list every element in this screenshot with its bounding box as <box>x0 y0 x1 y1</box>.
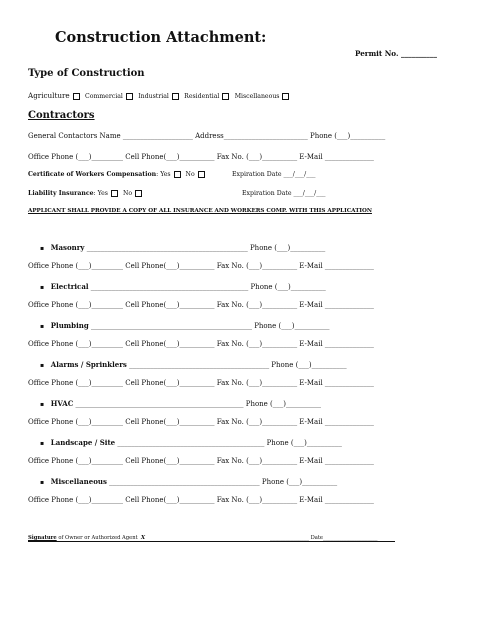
trade-row <box>40 477 337 486</box>
trade-name-phone-field[interactable]: ________________________________________ Phone (___)__________ <box>129 361 347 369</box>
construction-type-options <box>28 91 292 100</box>
contractors-heading: Contractors <box>28 110 95 121</box>
trade-row <box>40 438 342 447</box>
liability-no-label: No <box>122 190 133 197</box>
general-contact-line[interactable]: Office Phone (___)_________ Cell Phone(___)__________ Fax No. (___)__________ E-Mail ______________ <box>28 153 374 161</box>
trade-name: Alarms / Sprinklers <box>50 360 127 369</box>
type-of-construction-heading: Type of Construction <box>28 68 145 79</box>
residential-checkbox[interactable] <box>222 93 229 100</box>
signature-label-row <box>28 535 145 541</box>
trade-name: Plumbing <box>50 321 89 330</box>
workers-comp-yes-label: : Yes <box>156 171 171 178</box>
signature-blank[interactable]: _______________ <box>270 535 309 541</box>
trade-name-phone-field[interactable]: ___________________________________________ Phone (___)__________ <box>109 478 338 486</box>
bullet-icon: ▪ <box>40 245 45 252</box>
option-residential-label: Residential <box>184 93 220 100</box>
trade-contact-line[interactable]: Office Phone (___)_________ Cell Phone(___)__________ Fax No. (___)__________ E-Mail ______________ <box>28 301 374 309</box>
bullet-icon: ▪ <box>40 401 45 408</box>
signature-label: Signature <box>28 535 57 541</box>
trade-row <box>40 399 321 408</box>
trade-name-phone-field[interactable]: ______________________________________________ Phone (___)__________ <box>86 244 326 252</box>
signature-line[interactable] <box>28 541 395 542</box>
liability-row <box>28 190 145 197</box>
trade-name: Landscape / Site <box>50 438 116 447</box>
option-commercial-label: Commercial <box>84 93 123 100</box>
signature-date-row <box>270 535 377 541</box>
trade-name: Electrical <box>50 282 89 291</box>
page-title: Construction Attachment: <box>55 29 267 46</box>
workers-comp-no-label: No <box>185 171 195 178</box>
trade-contact-line[interactable]: Office Phone (___)_________ Cell Phone(___)__________ Fax No. (___)__________ E-Mail ______________ <box>28 496 374 504</box>
option-miscellaneous-label: Miscellaneous <box>234 93 280 100</box>
trade-name-phone-field[interactable]: __________________________________________ Phone (___)__________ <box>117 439 342 447</box>
signature-date-field[interactable]: Date_____________________ <box>310 535 378 541</box>
permit-number-field[interactable]: Permit No. __________ <box>355 49 437 58</box>
trade-contact-line[interactable]: Office Phone (___)_________ Cell Phone(___)__________ Fax No. (___)__________ E-Mail ______________ <box>28 457 374 465</box>
industrial-checkbox[interactable] <box>172 93 179 100</box>
workers-comp-yes-checkbox[interactable] <box>174 171 181 178</box>
commercial-checkbox[interactable] <box>126 93 133 100</box>
liability-expiration[interactable]: Expiration Date ___/___/___ <box>242 190 326 197</box>
trade-name-phone-field[interactable]: ______________________________________________ Phone (___)__________ <box>90 322 330 330</box>
trade-contact-line[interactable]: Office Phone (___)_________ Cell Phone(___)__________ Fax No. (___)__________ E-Mail ______________ <box>28 418 374 426</box>
liability-yes-label: : Yes <box>93 190 108 197</box>
trade-name-phone-field[interactable]: _____________________________________________ Phone (___)__________ <box>90 283 326 291</box>
liability-no-checkbox[interactable] <box>135 190 142 197</box>
workers-comp-expiration[interactable]: Expiration Date ___/___/___ <box>232 171 316 178</box>
trade-row <box>40 282 326 291</box>
signature-x-mark: X <box>140 535 145 541</box>
trade-name-phone-field[interactable]: ________________________________________________ Phone (___)__________ <box>75 400 322 408</box>
trade-name: Miscellaneous <box>50 477 107 486</box>
trade-name: Masonry <box>50 243 85 252</box>
trade-contact-line[interactable]: Office Phone (___)_________ Cell Phone(___)__________ Fax No. (___)__________ E-Mail ______________ <box>28 262 374 270</box>
option-industrial-label: Industrial <box>138 93 169 100</box>
workers-comp-no-checkbox[interactable] <box>198 171 205 178</box>
liability-yes-checkbox[interactable] <box>111 190 118 197</box>
agriculture-checkbox[interactable] <box>73 93 80 100</box>
miscellaneous-checkbox[interactable] <box>282 93 289 100</box>
bullet-icon: ▪ <box>40 362 45 369</box>
workers-comp-row <box>28 171 208 178</box>
trade-name: HVAC <box>50 399 74 408</box>
insurance-notice: APPLICANT SHALL PROVIDE A COPY OF ALL INSURANCE AND WORKERS COMP. WITH THIS APPLICATION <box>28 208 372 214</box>
liability-label: Liability Insurance <box>28 190 94 197</box>
trade-contact-line[interactable]: Office Phone (___)_________ Cell Phone(___)__________ Fax No. (___)__________ E-Mail ______________ <box>28 379 374 387</box>
signature-label-rest: of Owner or Authorized Agent <box>56 535 138 541</box>
bullet-icon: ▪ <box>40 440 45 447</box>
trade-row <box>40 321 329 330</box>
trade-row <box>40 243 325 252</box>
bullet-icon: ▪ <box>40 284 45 291</box>
bullet-icon: ▪ <box>40 323 45 330</box>
bullet-icon: ▪ <box>40 479 45 486</box>
trade-contact-line[interactable]: Office Phone (___)_________ Cell Phone(___)__________ Fax No. (___)__________ E-Mail ______________ <box>28 340 374 348</box>
option-agriculture-label: Agriculture <box>28 91 70 100</box>
trade-row <box>40 360 347 369</box>
general-contractor-line[interactable]: General Contactors Name ____________________ Address________________________ Phone (___)__________ <box>28 132 386 140</box>
workers-comp-label: Certificate of Workers Compensation <box>28 171 157 178</box>
